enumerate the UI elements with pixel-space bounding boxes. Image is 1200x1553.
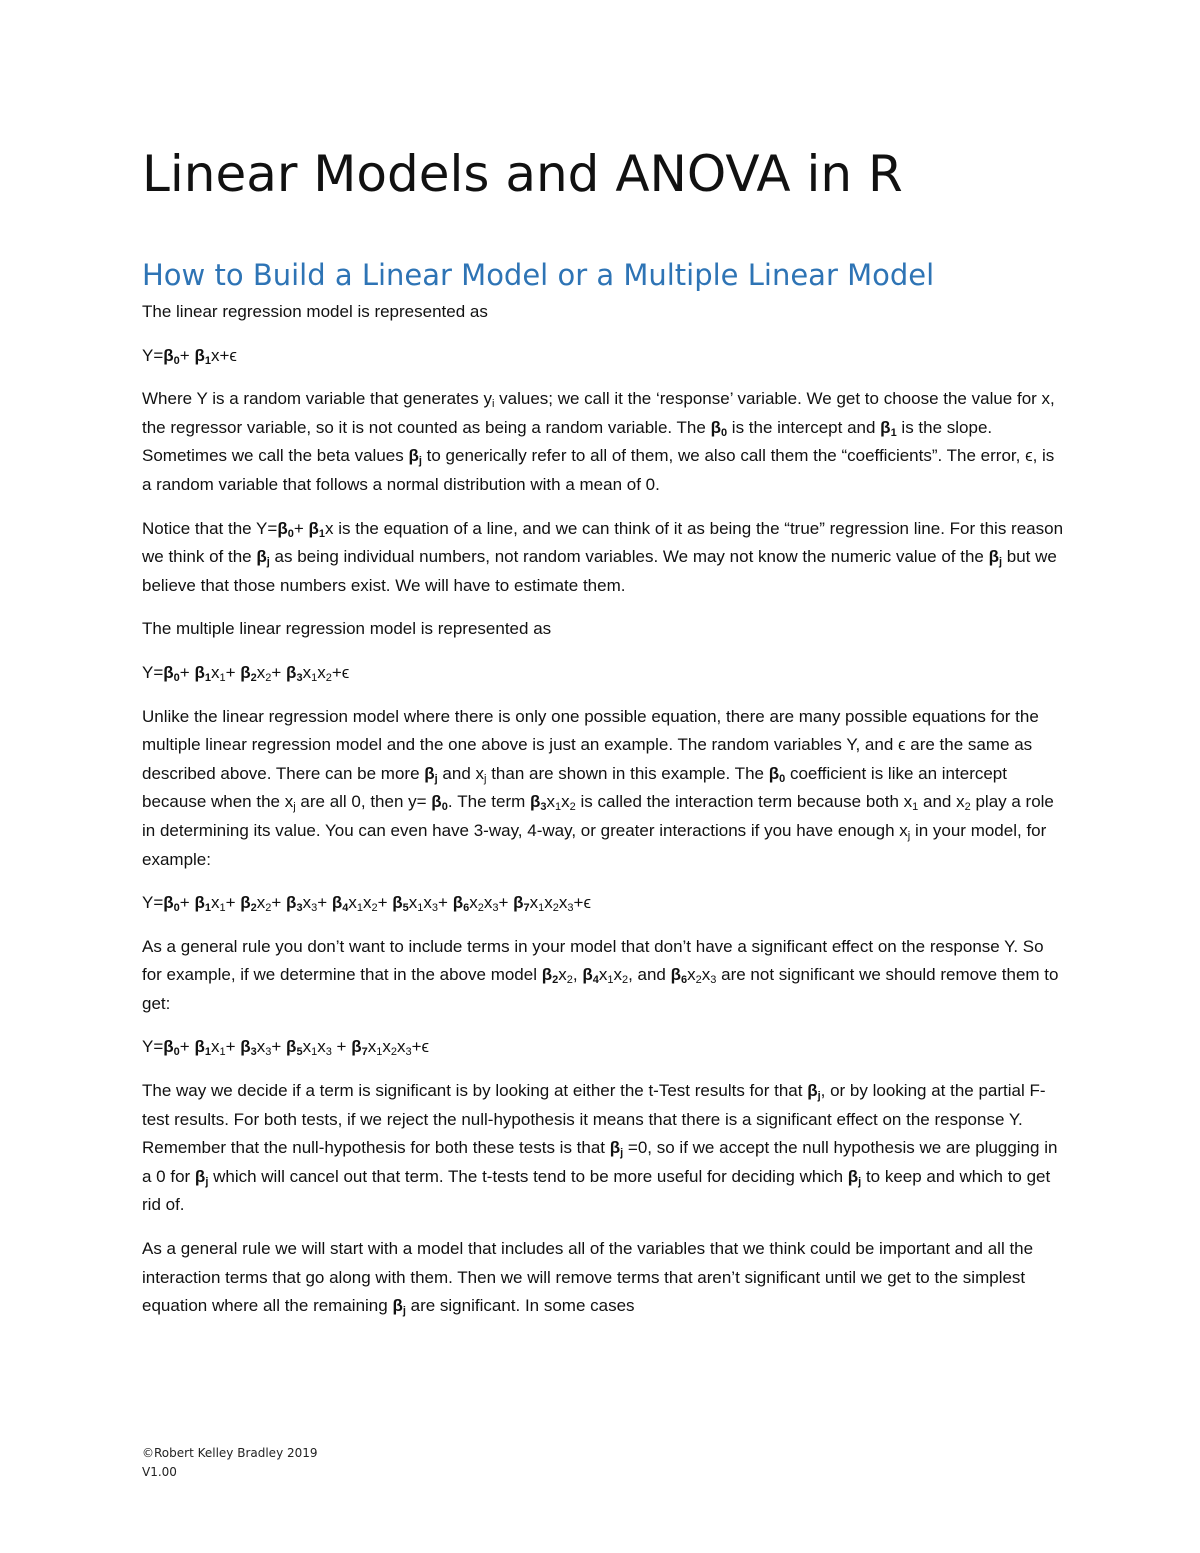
copyright-notice: ©Robert Kelley Bradley 2019 [142, 1446, 318, 1460]
equation-three-way-model: $Y=\beta_0+ \beta_1x_1+ \beta_2x_2+ \beta_3x_3+ \beta_4x_1x_2+ \beta_5x_1x_3+ \beta_6x_2x_3+ \beta_7x_1x_2x_3+\epsilon$ [142, 893, 591, 915]
page-footer [142, 1444, 318, 1482]
document-title: Linear Models and ANOVA in R [142, 145, 903, 203]
paragraph-true-line: Notice that the $Y=\beta_0+ \beta_1x$ is the equation of a line, and we can think of it as being the “true” regression line. For this reason we think of the $\beta_j$ as being individual numbers, not random variables. We may not know the numeric value of the $\beta_j$ but we believe that those numbers exist. We will have to estimate them. [142, 518, 1064, 595]
paragraph-tests: The way we decide if a term is significant is by looking at either the t-Test results for that $\beta_j$, or by looking at the partial F-test results. For both tests, if we reject the null-hypothesis it means that there is a significant effect on the response Y. Remember that the null-hypothesis for both these tests is that $\beta_j =0$, so if we accept the null hypothesis we are plugging in a 0 for $\beta_j$ which will cancel out that term. The t-tests tend to be more useful for deciding which $\beta_j$ to keep and which to get rid of. [142, 1081, 1058, 1215]
paragraph-intro: The linear regression model is represented as [142, 302, 488, 321]
paragraph-interactions: Unlike the linear regression model where there is only one possible equation, there are many possible equations for the multiple linear regression model and the one above is just an example. The random variables Y, and ϵ are the same as described above. There can be more $\beta_j$ and $x_j$ than are shown in this example. The $\beta_0$ coefficient is like an intercept because when the $x_j$ are all 0, then $y= \beta_0$. The term $\beta_3x_1x_2$ is called the interaction term because both $x_1$ and $x_2$ play a role in determining its value. You can even have 3-way, 4-way, or greater interactions if you have enough $x_j$ in your model, for example: [142, 706, 1054, 869]
version-label: V1.00 [142, 1465, 177, 1479]
paragraph-model-building: As a general rule we will start with a model that includes all of the variables that we think could be important and all the interaction terms that go along with them. Then we will remove terms that aren’t significant until we get to the simplest equation where all the remaining $\beta_j$ are significant. In some cases [142, 1239, 1034, 1318]
paragraph-definitions: Where Y is a random variable that generates $y_i$ values; we call it the ‘response’ variable. We get to choose the value for x, the regressor variable, so it is not counted as being a random variable. The $\beta_0$ is the intercept and $\beta_1$ is the slope. Sometimes we call the beta values $\beta_j$ to generically refer to all of them, we also call them the “coefficients”. The error, ϵ, is a random variable that follows a normal distribution with a mean of 0. [142, 389, 1055, 494]
equation-multiple-model: $Y=\beta_0+ \beta_1x_1+ \beta_2x_2+ \beta_3x_1x_2+\epsilon$ [142, 662, 350, 684]
document-body [142, 298, 1067, 1336]
equation-linear-model: $Y=\beta_0+ \beta_1x+\epsilon$ [142, 345, 237, 367]
equation-reduced-model: $Y=\beta_0+ \beta_1x_1+ \beta_3x_3+ \beta_5x_1x_3 + \beta_7x_1x_2x_3+\epsilon$ [142, 1037, 430, 1059]
paragraph-multiple-intro: The multiple linear regression model is represented as [142, 619, 552, 639]
paragraph-significance: As a general rule you don’t want to include terms in your model that don’t have a significant effect on the response Y. So for example, if we determine that in the above model $\beta_2x_2$, $\beta_4x_1x_2$, and $\beta_6x_2x_3$ are not significant we should remove them to get: [142, 936, 1059, 1013]
section-heading: How to Build a Linear Model or a Multiple Linear Model [142, 258, 935, 292]
